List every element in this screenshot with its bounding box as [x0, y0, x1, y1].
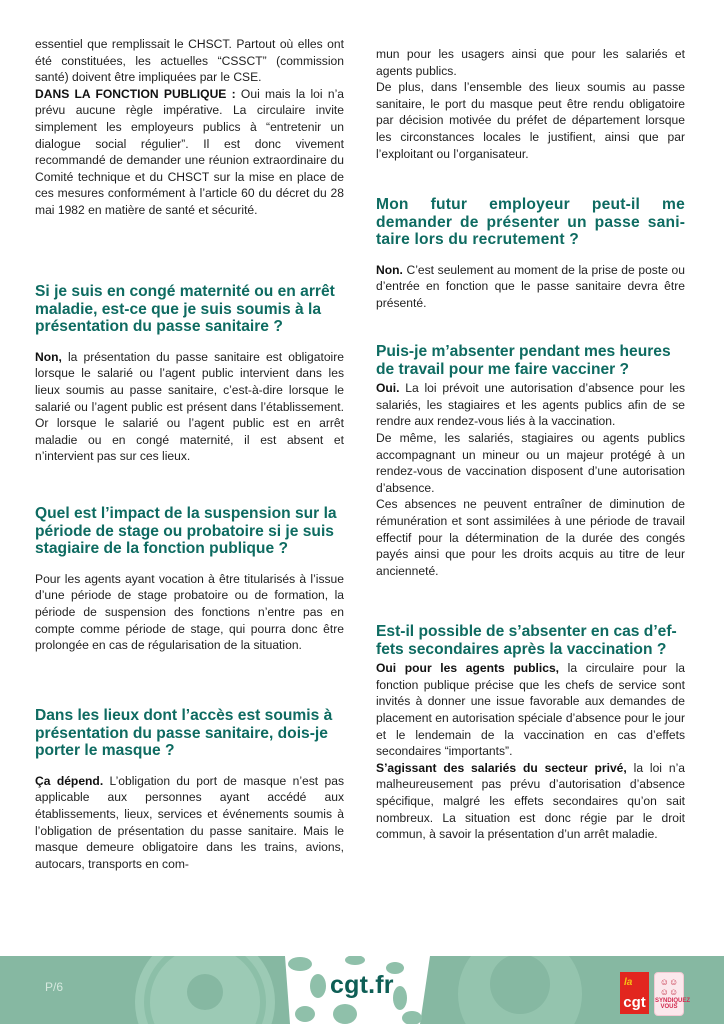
- question-heading: Si je suis en congé maternité ou en arrêt maladie, est-ce que je suis soumis à la présentation du passe sanitaire ?: [35, 283, 335, 336]
- answer-text: Pour les agents ayant vocation à être titularisés à l’issue d’une période de stage probatoire ou de formation, la période de suspension des fonctions n’entre pas en compte comme période de stage, qui pourra donc être prolongée en cas de régularisation de la situation.: [35, 571, 344, 653]
- answer-text: L’obligation du port de masque n’est pas applicable aux personnes ayant accédé aux établissements, lieux, services et événements soumis à l’obligation de présentation du passe sanitaire. Mais le masque demeure obligatoire dans les trains, avions, autocars, transports en com-: [35, 773, 345, 871]
- syndiquez-vous-logo: [654, 972, 691, 1016]
- faq-section-recrutement: [376, 196, 685, 312]
- faces-icon: ☺☺ ☺☺: [659, 977, 679, 997]
- faq-section-stage: [35, 505, 344, 654]
- answer-paragraph: [376, 660, 685, 760]
- answer-lead: Oui pour les agents publics,: [376, 661, 560, 676]
- answer-lead-2: S’agissant des salariés du secteur privé,: [376, 760, 627, 775]
- syndiquez-label: SYNDIQUEZ VOUS: [655, 998, 691, 1010]
- answer-paragraph-3: Ces absences ne peuvent entraîner de diminution de rémunération et sont assimilées à une période de travail effectif pour la détermination de la durée des congés payés ainsi que pour les droits acquis au titre de leur ancienneté.: [376, 497, 685, 578]
- faq-section-masque: [35, 707, 344, 872]
- answer-text: la présentation du passe sanitaire est obligatoire lorsque le salarié ou l’agent public intervient dans les lieux soumis au passe sanitaire, c’est-à-dire lorsque le salarié ou l’agent public est présent dans l’établissement. Or lorsque le salarié ou l’agent public est en arrêt maladie ou en congé maternité, il est absent et n’intervient pas sur ces lieux.: [35, 349, 344, 464]
- continuation-block: [376, 46, 685, 162]
- answer-text: la circulaire pour la fonction publique précise que les chefs de service sont invités à donner une issue favorable aux demandes de placement en autorisation spéciale d’absence pour le jour et le lendemain de la vaccination en cas d’effets secondaires “importants”.: [376, 661, 685, 759]
- intro-block: [35, 36, 344, 219]
- cgt-logo: [620, 972, 649, 1014]
- fonction-publique-paragraph: [35, 86, 344, 219]
- question-heading: Est-il possible de s’absenter en cas d’effets secondaires après la vaccination ?: [376, 623, 677, 658]
- continuation-paragraph-2: De plus, dans l’ensemble des lieux soumis au passe sanitaire, le port du masque peut être rendu obligatoire par décision motivée du préfet de département lorsque les circonstances locales le justifient, ainsi que par l’exploitant ou l’organisateur.: [376, 80, 685, 161]
- faq-section-effets-secondaires: [376, 623, 685, 843]
- answer-text: La loi prévoit une autorisation d’absence pour les salariés, les stagiaires et les agents publics afin de se rendre aux rendez-vous liés à la vaccination.: [376, 381, 685, 429]
- answer-lead: Non,: [35, 349, 62, 364]
- cgt-logo-text: cgt: [623, 994, 646, 1011]
- answer-paragraph: [35, 571, 344, 654]
- continuation-paragraph: mun pour les usagers ainsi que pour les salariés et agents publics.: [376, 47, 685, 78]
- page-number: P/6: [45, 980, 64, 994]
- answer-lead: Non.: [376, 262, 403, 277]
- answer-lead: Oui.: [376, 381, 400, 396]
- question-heading: Dans les lieux dont l’accès est soumis à présentation du passe sanitaire, dois-je porter le masque ?: [35, 707, 333, 760]
- footer-band: [0, 956, 724, 1024]
- cgt-logo-la: la: [624, 977, 633, 988]
- answer-paragraph-2: De même, les salariés, stagiaires ou agents publics accompagnant un mineur ou un majeur protégé à un rendez-vous de vaccination disposent d’une autorisation d’absence.: [376, 430, 685, 495]
- answer-paragraph-2: [376, 760, 685, 843]
- question-heading: Puis-je m’absenter pendant mes heures de travail pour me faire vacciner ?: [376, 343, 671, 378]
- faq-section-vaccination: [376, 343, 685, 579]
- question-heading: Quel est l’impact de la suspension sur la période de stage ou probatoire si je suis stagiaire de la fonction publique ?: [35, 505, 337, 558]
- answer-text-2: la loi n’a malheureusement pas prévu d’autorisation d’absence spécifique, malgré les effets secondaires qu’on sait nombreux. La situation est donc régie par le droit commun, à savoir la présentation d’un arrêt maladie.: [376, 760, 685, 842]
- answer-lead: Ça dépend.: [35, 773, 104, 788]
- answer-paragraph: [376, 380, 685, 430]
- question-heading: Mon futur employeur peut-il me demander de présenter un passe sanitaire lors du recrutement ?: [376, 196, 685, 249]
- fonction-publique-text: Oui mais la loi n’a prévu aucune règle impérative. La circulaire invite simplement les employeurs publics à “entretenir un dialogue social régulier”. Il est donc vivement recommandé de demander une réunion extraordinaire du Comité technique et du CHSCT sur la mise en place de ces mesures conformément à l’article 60 du décret du 28 mai 1982 en matière de santé et sécurité.: [35, 86, 344, 217]
- answer-paragraph: [376, 262, 685, 312]
- answer-paragraph: [35, 349, 344, 465]
- faq-section-conge: [35, 283, 344, 465]
- fonction-publique-lead: DANS LA FONCTION PUBLIQUE :: [35, 86, 236, 101]
- website-link[interactable]: cgt.fr: [330, 971, 394, 999]
- intro-paragraph: essentiel que remplissait le CHSCT. Partout où elles ont été constituées, les actuelles “CSSCT” (commission santé) doivent être impliquées par le CSE.: [35, 37, 344, 85]
- answer-text: C’est seulement au moment de la prise de poste ou d’entrée en fonction que le passe sanitaire devra être présenté.: [376, 262, 685, 310]
- answer-paragraph: [35, 773, 344, 873]
